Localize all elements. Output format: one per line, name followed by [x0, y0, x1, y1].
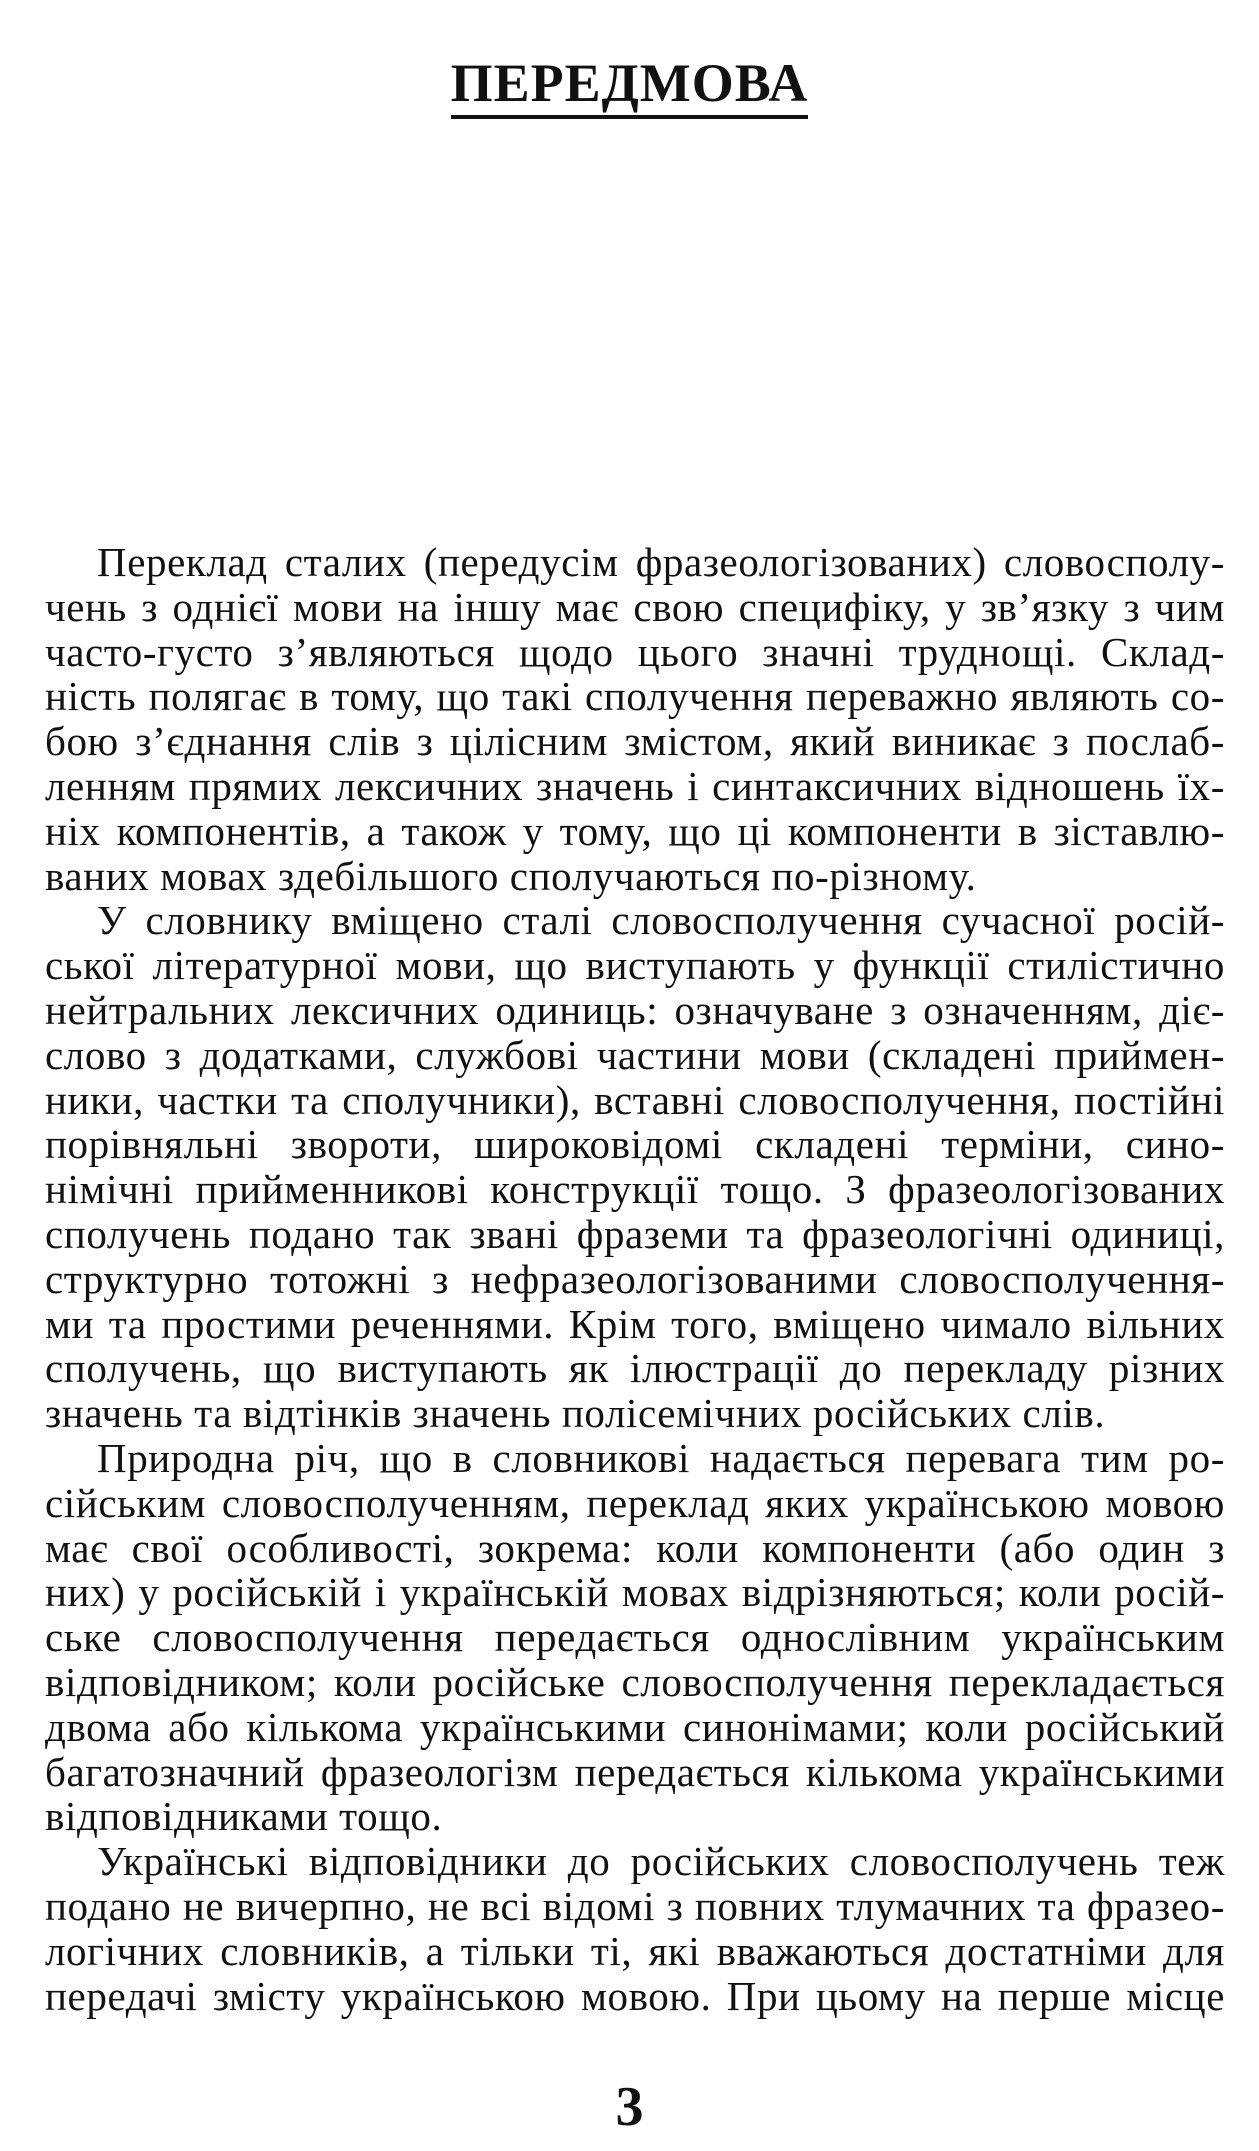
- text-line: бою з’єднання слів з цілісним змістом, який виникає з послаб-: [45, 718, 1225, 765]
- page-title: [0, 52, 1259, 114]
- text-line: ніх компонентів, а також у тому, що ці компоненти в зіставлю-: [45, 807, 1225, 854]
- text-line: логічних словників, а тільки ті, які вважаються достатніми для: [45, 1927, 1225, 1974]
- text-line: ської літературної мови, що виступають у функції стилістично: [45, 942, 1225, 989]
- text-line: ваних мовах здебільшого сполучаються по-різному.: [45, 852, 977, 899]
- text-line: сполучень подано так звані фраземи та фразеологічні одиниці,: [45, 1210, 1225, 1257]
- text-line: передачі змісту українською мовою. При цьому на перше місце: [45, 1972, 1225, 2019]
- text-line: чень з однієї мови на іншу має свою специфіку, у зв’язку з чим: [45, 583, 1225, 630]
- text-line: значень та відтінків значень полісемічних російських слів.: [45, 1390, 1106, 1437]
- text-line: них) у російській і українській мовах відрізняються; коли росій-: [45, 1569, 1225, 1616]
- text-line: багатозначний фразеологізм передається кількома українськими: [45, 1748, 1225, 1795]
- paragraph: [45, 898, 1225, 1436]
- paragraph: [45, 1839, 1225, 2018]
- paragraph: [45, 540, 1225, 898]
- body-text: [45, 540, 1225, 2018]
- text-line: має свої особливості, зокрема: коли компоненти (або один з: [45, 1524, 1225, 1571]
- text-line: подано не вичерпно, не всі відомі з повних тлумачних та фразео-: [45, 1882, 1225, 1929]
- text-line: Природна річ, що в словникові надається перевага тим ро-: [97, 1434, 1225, 1481]
- text-line: Переклад сталих (передусім фразеологізованих) словосполу-: [97, 539, 1225, 585]
- paragraph: [45, 1436, 1225, 1839]
- text-line: ленням прямих лексичних значень і синтаксичних відношень їх-: [45, 762, 1225, 809]
- text-line: слово з додатками, службові частини мови (складені приймен-: [45, 1031, 1225, 1078]
- text-line: Українські відповідники до російських словосполучень теж: [97, 1838, 1225, 1885]
- text-line: нейтральних лексичних одиниць: означуване з означенням, діє-: [45, 986, 1225, 1033]
- text-line: двома або кількома українськими синонімами; коли російський: [45, 1703, 1225, 1750]
- page-number: 3: [615, 2076, 644, 2138]
- text-line: ники, частки та сполучники), вставні словосполучення, постійні: [45, 1076, 1225, 1123]
- page-title-text: ПЕРЕДМОВА: [451, 53, 809, 119]
- text-line: часто-густо з’являються щодо цього значні труднощі. Склад-: [45, 628, 1225, 675]
- text-line: ми та простими реченнями. Крім того, вміщено чимало вільних: [45, 1300, 1225, 1347]
- text-line: відповідниками тощо.: [45, 1793, 443, 1840]
- text-line: У словнику вміщено сталі словосполучення сучасної росій-: [97, 897, 1225, 944]
- text-line: структурно тотожні з нефразеологізованими словосполучення-: [45, 1255, 1225, 1302]
- text-line: сполучень, що виступають як ілюстрації до перекладу різних: [45, 1345, 1225, 1392]
- text-line: порівняльні звороти, широковідомі складені терміни, сино-: [45, 1121, 1225, 1168]
- text-line: сійським словосполученням, переклад яких українською мовою: [45, 1479, 1225, 1526]
- text-line: ське словосполучення передається однослівним українським: [45, 1614, 1225, 1661]
- text-line: відповідником; коли російське словосполучення перекладається: [45, 1658, 1225, 1705]
- text-line: ність полягає в тому, що такі сполучення переважно являють со-: [45, 673, 1225, 720]
- text-line: німічні прийменникові конструкції тощо. З фразеологізованих: [45, 1166, 1225, 1213]
